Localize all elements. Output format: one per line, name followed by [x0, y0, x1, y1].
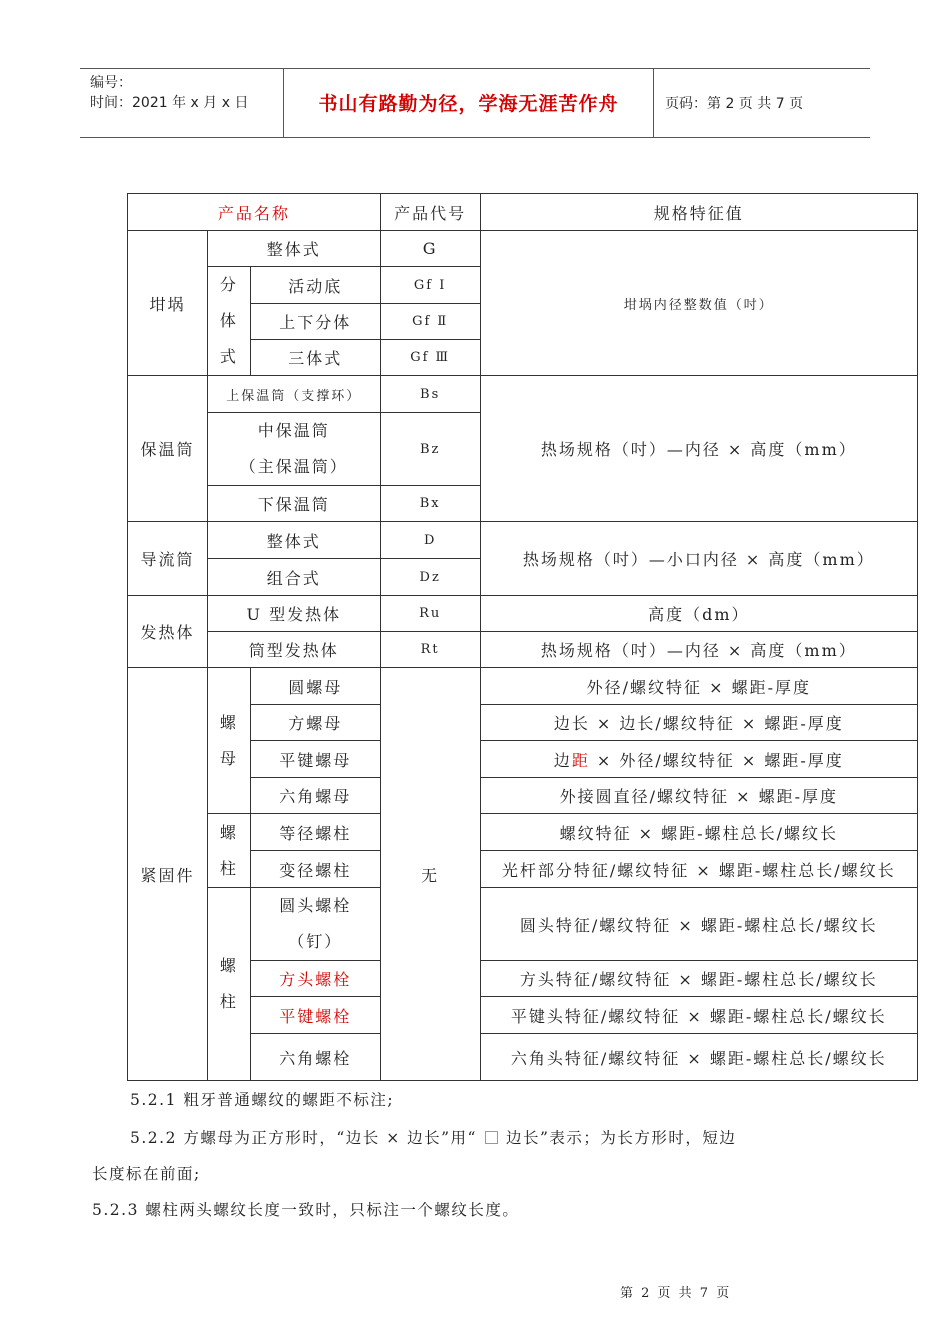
key-bolt: 平键螺栓: [250, 997, 380, 1034]
hex-bolt: 六角螺栓: [250, 1034, 380, 1081]
crucible-movable-bottom-code: Gf Ⅰ: [380, 267, 480, 304]
flow-guide-integral-code: D: [380, 522, 480, 559]
key-nut: 平键螺母: [250, 741, 380, 778]
table-header-row: [128, 194, 918, 231]
table-row: [128, 632, 918, 668]
header-motto: 书山有路勤为径，学海无涯苦作舟: [318, 93, 619, 115]
header-product-code: 产品代号: [380, 194, 480, 231]
fastener-name: 紧固件: [128, 668, 208, 1081]
hex-nut: 六角螺母: [250, 778, 380, 814]
var-stud-spec: 光杆部分特征/螺纹特征 × 螺距-螺柱总长/螺纹长: [480, 851, 917, 888]
square-bolt-spec: 方头特征/螺纹特征 × 螺距-螺柱总长/螺纹长: [480, 961, 917, 997]
heater-u-type: U 型发热体: [207, 596, 380, 632]
insulation-name: 保温筒: [128, 376, 208, 522]
insulation-middle: 中保温筒 （主保温筒）: [207, 413, 380, 486]
round-bolt: 圆头螺栓 （钉）: [250, 888, 380, 961]
time-label: 时间：2021 年 x 月 x 日: [90, 95, 249, 111]
square-bolt: 方头螺栓: [250, 961, 380, 997]
table-row: [128, 376, 918, 413]
var-stud: 变径螺柱: [250, 851, 380, 888]
flow-guide-combined-code: Dz: [380, 559, 480, 596]
round-bolt-spec: 圆头特征/螺纹特征 × 螺距-螺柱总长/螺纹长: [480, 888, 917, 961]
crucible-upper-lower-code: Gf Ⅱ: [380, 304, 480, 340]
header-divider: [653, 69, 654, 137]
nut-group: 螺 母: [207, 668, 250, 814]
crucible-name: 坩埚: [128, 231, 208, 376]
key-nut-spec: 边距 × 外径/螺纹特征 × 螺距-厚度: [480, 741, 917, 778]
crucible-upper-lower: 上下分体: [250, 304, 380, 340]
round-nut-spec: 外径/螺纹特征 × 螺距-厚度: [480, 668, 917, 705]
table-row: [128, 668, 918, 705]
insulation-upper-code: Bs: [380, 376, 480, 413]
product-code-table: [127, 193, 918, 1081]
note-5-2-2: 5.2.2 方螺母为正方形时，“边长 × 边长”用“ 边长”表示；为长方形时，短边: [130, 1129, 737, 1147]
insulation-spec: 热场规格（吋）—内径 × 高度（mm）: [480, 376, 917, 522]
equal-stud: 等径螺柱: [250, 814, 380, 851]
round-nut: 圆螺母: [250, 668, 380, 705]
table-row: [128, 814, 918, 851]
table-row: [128, 522, 918, 559]
equal-stud-spec: 螺纹特征 × 螺距-螺柱总长/螺纹长: [480, 814, 917, 851]
insulation-lower-code: Bx: [380, 486, 480, 522]
crucible-spec: 坩埚内径整数值（吋）: [480, 231, 917, 376]
stud-group: 螺 柱: [207, 814, 250, 888]
page-footer: 第 2 页 共 7 页: [620, 1286, 732, 1301]
header-spec: 规格特征值: [480, 194, 917, 231]
crucible-movable-bottom: 活动底: [250, 267, 380, 304]
code-label: 编号：: [90, 75, 132, 91]
flow-guide-integral: 整体式: [207, 522, 380, 559]
crucible-split-group: 分 体 式: [207, 267, 250, 376]
note-5-2-1: 5.2.1 粗牙普通螺纹的螺距不标注;: [130, 1091, 395, 1109]
insulation-upper: 上保温筒（支撑环）: [207, 376, 380, 413]
fastener-code: 无: [380, 668, 480, 1081]
hex-bolt-spec: 六角头特征/螺纹特征 × 螺距-螺柱总长/螺纹长: [480, 1034, 917, 1081]
flow-guide-name: 导流筒: [128, 522, 208, 596]
square-symbol-icon: [485, 1131, 498, 1144]
table-row: [128, 888, 918, 961]
square-nut: 方螺母: [250, 705, 380, 741]
heater-u-spec: 高度（dm）: [480, 596, 917, 632]
page-header: [80, 68, 870, 138]
bolt-group: 螺 柱: [207, 888, 250, 1081]
crucible-integral-code: G: [380, 231, 480, 267]
flow-guide-spec: 热场规格（吋）—小口内径 × 高度（mm）: [480, 522, 917, 596]
header-meta: [90, 73, 285, 113]
key-bolt-spec: 平键头特征/螺纹特征 × 螺距-螺柱总长/螺纹长: [480, 997, 917, 1034]
header-page-info: 页码：第 2 页 共 7 页: [665, 96, 804, 112]
note-5-2-2-cont: 长度标在前面;: [92, 1165, 201, 1183]
heater-tube-spec: 热场规格（吋）—内径 × 高度（mm）: [480, 632, 917, 668]
heater-tube-type: 筒型发热体: [207, 632, 380, 668]
header-product-name: 产品名称: [128, 194, 381, 231]
table-row: [128, 231, 918, 267]
insulation-middle-code: Bz: [380, 413, 480, 486]
square-nut-spec: 边长 × 边长/螺纹特征 × 螺距-厚度: [480, 705, 917, 741]
heater-u-code: Ru: [380, 596, 480, 632]
crucible-three-piece-code: Gf Ⅲ: [380, 340, 480, 376]
flow-guide-combined: 组合式: [207, 559, 380, 596]
insulation-lower: 下保温筒: [207, 486, 380, 522]
table-row: [128, 596, 918, 632]
note-5-2-3: 5.2.3 螺柱两头螺纹长度一致时，只标注一个螺纹长度。: [92, 1201, 520, 1219]
heater-tube-code: Rt: [380, 632, 480, 668]
crucible-three-piece: 三体式: [250, 340, 380, 376]
heater-name: 发热体: [128, 596, 208, 668]
hex-nut-spec: 外接圆直径/螺纹特征 × 螺距-厚度: [480, 778, 917, 814]
crucible-integral: 整体式: [207, 231, 380, 267]
